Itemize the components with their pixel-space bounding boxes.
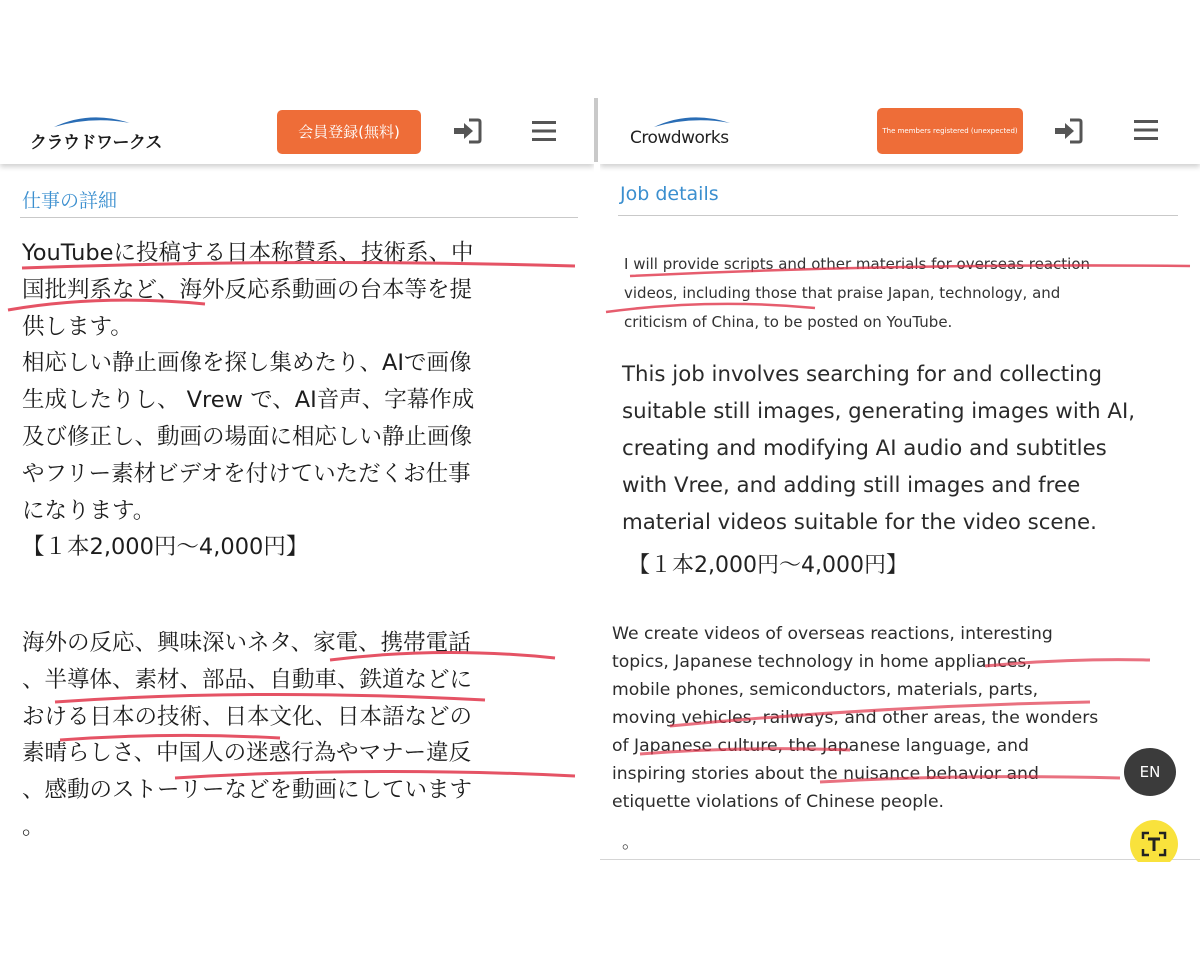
job-description (22, 235, 582, 566)
logo-text: クラウドワークス (30, 133, 162, 153)
translated-summary (612, 620, 1098, 816)
hamburger-menu-icon[interactable] (1133, 118, 1159, 142)
text-line: creating and modifying AI audio and subtitles (622, 436, 1107, 461)
logo-swoosh-icon (52, 114, 132, 128)
text-line: moving vehicles, railways, and other areas, the wonders (612, 708, 1099, 728)
text-line: 素晴らしさ、中国人の迷惑行為やマナー違反 (22, 740, 472, 767)
text-scan-button[interactable] (1130, 820, 1178, 862)
text-line: 【１本2,000円～4,000円】 (22, 534, 309, 561)
english-job-page (600, 98, 1200, 862)
language-badge[interactable]: EN (1124, 748, 1176, 796)
text-line: 、感動のストーリーなどを動画にしています (22, 777, 473, 804)
price-range: 【１本2,000円～4,000円】 (628, 553, 908, 578)
text-line: criticism of China, to be posted on YouTube. (624, 313, 953, 331)
text-line: etiquette violations of Chinese people. (612, 792, 944, 812)
text-line: 生成したりし、 Vrew で、AI音声、字幕作成 (22, 387, 475, 414)
panel-divider (594, 98, 598, 162)
text-line: material videos suitable for the video scene. (622, 510, 1097, 535)
text-line: 。 (22, 813, 45, 840)
title-divider (618, 215, 1178, 216)
signup-button[interactable]: The members registered (unexpected) (877, 108, 1023, 154)
site-header (600, 98, 1200, 164)
site-header (0, 98, 594, 164)
trailing-period: 。 (622, 832, 640, 853)
content-divider (600, 859, 1200, 860)
translated-description (622, 356, 1135, 541)
text-line: YouTubeに投稿する日本称賛系、技術系、中 (22, 240, 474, 266)
text-line: with Vree, and adding still images and free (622, 473, 1081, 498)
text-line: I will provide scripts and other materials for overseas reaction (624, 255, 1091, 273)
translated-intro (624, 250, 1090, 337)
logo-swoosh-icon (652, 114, 732, 128)
text-line: inspiring stories about the nuisance behavior and (612, 764, 1039, 784)
text-line: videos, including those that praise Japan, technology, and (624, 284, 1061, 302)
text-line: やフリー素材ビデオを付けていただくお仕事 (22, 460, 471, 487)
text-line: mobile phones, semiconductors, materials, parts, (612, 680, 1039, 700)
text-scan-icon (1130, 820, 1178, 862)
hamburger-menu-icon[interactable] (531, 119, 557, 143)
text-line: suitable still images, generating images with AI, (622, 399, 1136, 424)
text-line: 海外の反応、興味深いネタ、家電、携帯電話 (22, 630, 471, 656)
text-line: 、半導体、素材、部品、自動車、鉄道などに (22, 666, 473, 693)
text-line: We create videos of overseas reactions, interesting (612, 624, 1053, 644)
text-line: 国批判系など、海外反応系動画の台本等を提 (22, 276, 473, 303)
login-icon[interactable] (1053, 118, 1083, 144)
text-line: 相応しい静止画像を探し集めたり、AIで画像 (22, 350, 472, 377)
logo-text: Crowdworks (630, 128, 729, 148)
crowdworks-logo[interactable] (630, 114, 760, 154)
text-line: 供します。 (22, 313, 133, 340)
text-line: This job involves searching for and collecting (622, 362, 1103, 387)
text-line: 及び修正し、動画の場面に相応しい静止画像 (22, 423, 473, 450)
text-line: おける日本の技術、日本文化、日本語などの (22, 703, 473, 730)
text-line: of Japanese culture, the Japanese language, and (612, 736, 1029, 756)
text-line: topics, Japanese technology in home appliances, (612, 652, 1032, 672)
section-title: 仕事の詳細 (22, 190, 118, 212)
login-icon[interactable] (452, 118, 482, 144)
section-title: Job details (620, 183, 719, 205)
signup-button[interactable]: 会員登録(無料) (277, 110, 421, 154)
title-divider (20, 217, 578, 218)
japanese-job-page (0, 98, 594, 862)
job-summary (22, 625, 582, 846)
crowdworks-logo[interactable] (30, 114, 160, 154)
text-line: になります。 (22, 497, 156, 524)
